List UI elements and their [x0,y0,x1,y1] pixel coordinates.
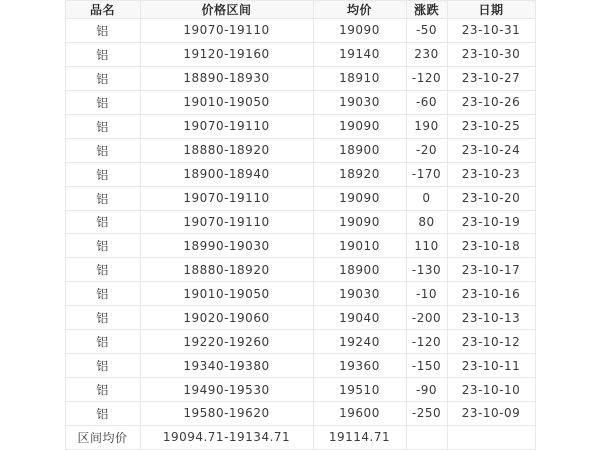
cell-average-price: 19090 [313,114,406,138]
table-row [65,210,535,234]
cell-product-name: 铝 [65,42,140,66]
cell-price-range: 19220-19260 [140,330,313,354]
cell-date: 23-10-10 [447,378,535,402]
cell-price-range: 19010-19050 [140,282,313,306]
table-row [65,354,535,378]
cell-date: 23-10-18 [447,234,535,258]
cell-product-name: 铝 [65,66,140,90]
cell-average-price: 19010 [313,234,406,258]
cell-average-price: 19600 [313,402,406,426]
cell-change: -20 [406,138,447,162]
column-header-product-name: 品名 [65,1,140,19]
cell-average-price: 19510 [313,378,406,402]
cell-price-range: 19070-19110 [140,186,313,210]
cell-product-name: 铝 [65,162,140,186]
cell-product-name: 铝 [65,234,140,258]
cell-average-price: 18900 [313,258,406,282]
cell-product-name: 铝 [65,19,140,43]
cell-price-range: 19070-19110 [140,114,313,138]
cell-change: 190 [406,114,447,138]
cell-change: -120 [406,66,447,90]
cell-product-name: 铝 [65,186,140,210]
table-row [65,378,535,402]
cell-average-price: 19030 [313,282,406,306]
cell-price-range: 19020-19060 [140,306,313,330]
cell-date: 23-10-23 [447,162,535,186]
table-row [65,42,535,66]
table-row [65,234,535,258]
cell-change: -50 [406,19,447,43]
cell-date: 23-10-16 [447,282,535,306]
column-header-date: 日期 [447,1,535,19]
cell-date: 23-10-12 [447,330,535,354]
table-row [65,138,535,162]
cell-price-range: 18880-18920 [140,138,313,162]
cell-average-price: 19030 [313,90,406,114]
table-row [65,19,535,43]
cell-date: 23-10-17 [447,258,535,282]
cell-average-price: 19240 [313,330,406,354]
cell-date: 23-10-27 [447,66,535,90]
cell-date: 23-10-20 [447,186,535,210]
table-body [65,19,535,450]
table-row [65,114,535,138]
cell-average-price: 18900 [313,138,406,162]
table-row [65,90,535,114]
cell-date: 23-10-11 [447,354,535,378]
cell-change: -150 [406,354,447,378]
cell-change: -10 [406,282,447,306]
cell-average-price: 19090 [313,186,406,210]
cell-change: -120 [406,330,447,354]
cell-date: 23-10-19 [447,210,535,234]
cell-average-price: 19090 [313,210,406,234]
cell-product-name: 铝 [65,210,140,234]
cell-change: 80 [406,210,447,234]
cell-date: 23-10-24 [447,138,535,162]
cell-product-name: 区间均价 [65,425,140,449]
price-table [65,0,536,450]
column-header-price-range: 价格区间 [140,1,313,19]
cell-date: 23-10-25 [447,114,535,138]
cell-date: 23-10-30 [447,42,535,66]
cell-date: 23-10-31 [447,19,535,43]
cell-average-price: 19360 [313,354,406,378]
cell-change: -130 [406,258,447,282]
cell-price-range: 19340-19380 [140,354,313,378]
cell-average-price: 18910 [313,66,406,90]
cell-price-range: 19070-19110 [140,210,313,234]
cell-change: -60 [406,90,447,114]
cell-product-name: 铝 [65,354,140,378]
cell-change: 0 [406,186,447,210]
cell-average-price: 19140 [313,42,406,66]
cell-price-range: 18900-18940 [140,162,313,186]
cell-product-name: 铝 [65,306,140,330]
cell-change: -90 [406,378,447,402]
cell-change: -200 [406,306,447,330]
cell-product-name: 铝 [65,282,140,306]
cell-product-name: 铝 [65,90,140,114]
column-header-average-price: 均价 [313,1,406,19]
cell-price-range: 19580-19620 [140,402,313,426]
cell-date: 23-10-13 [447,306,535,330]
table-row [65,186,535,210]
table-row [65,162,535,186]
cell-product-name: 铝 [65,378,140,402]
table-row [65,306,535,330]
cell-price-range: 19094.71-19134.71 [140,425,313,449]
cell-change [406,425,447,449]
cell-price-range: 19490-19530 [140,378,313,402]
cell-date: 23-10-26 [447,90,535,114]
cell-price-range: 19010-19050 [140,90,313,114]
cell-change: -250 [406,402,447,426]
cell-price-range: 18880-18920 [140,258,313,282]
cell-average-price: 19114.71 [313,425,406,449]
table-row [65,402,535,426]
cell-change: -170 [406,162,447,186]
table-row [65,282,535,306]
table-row [65,66,535,90]
column-header-change: 涨跌 [406,1,447,19]
cell-product-name: 铝 [65,138,140,162]
cell-price-range: 19070-19110 [140,19,313,43]
cell-price-range: 19120-19160 [140,42,313,66]
cell-product-name: 铝 [65,402,140,426]
cell-average-price: 19090 [313,19,406,43]
cell-average-price: 18920 [313,162,406,186]
cell-product-name: 铝 [65,330,140,354]
cell-average-price: 19040 [313,306,406,330]
cell-date [447,425,535,449]
table-row [65,258,535,282]
table-header-row [65,1,535,19]
cell-product-name: 铝 [65,114,140,138]
cell-change: 230 [406,42,447,66]
cell-price-range: 18990-19030 [140,234,313,258]
table-summary-row [65,425,535,449]
cell-change: 110 [406,234,447,258]
cell-price-range: 18890-18930 [140,66,313,90]
cell-product-name: 铝 [65,258,140,282]
cell-date: 23-10-09 [447,402,535,426]
table-row [65,330,535,354]
